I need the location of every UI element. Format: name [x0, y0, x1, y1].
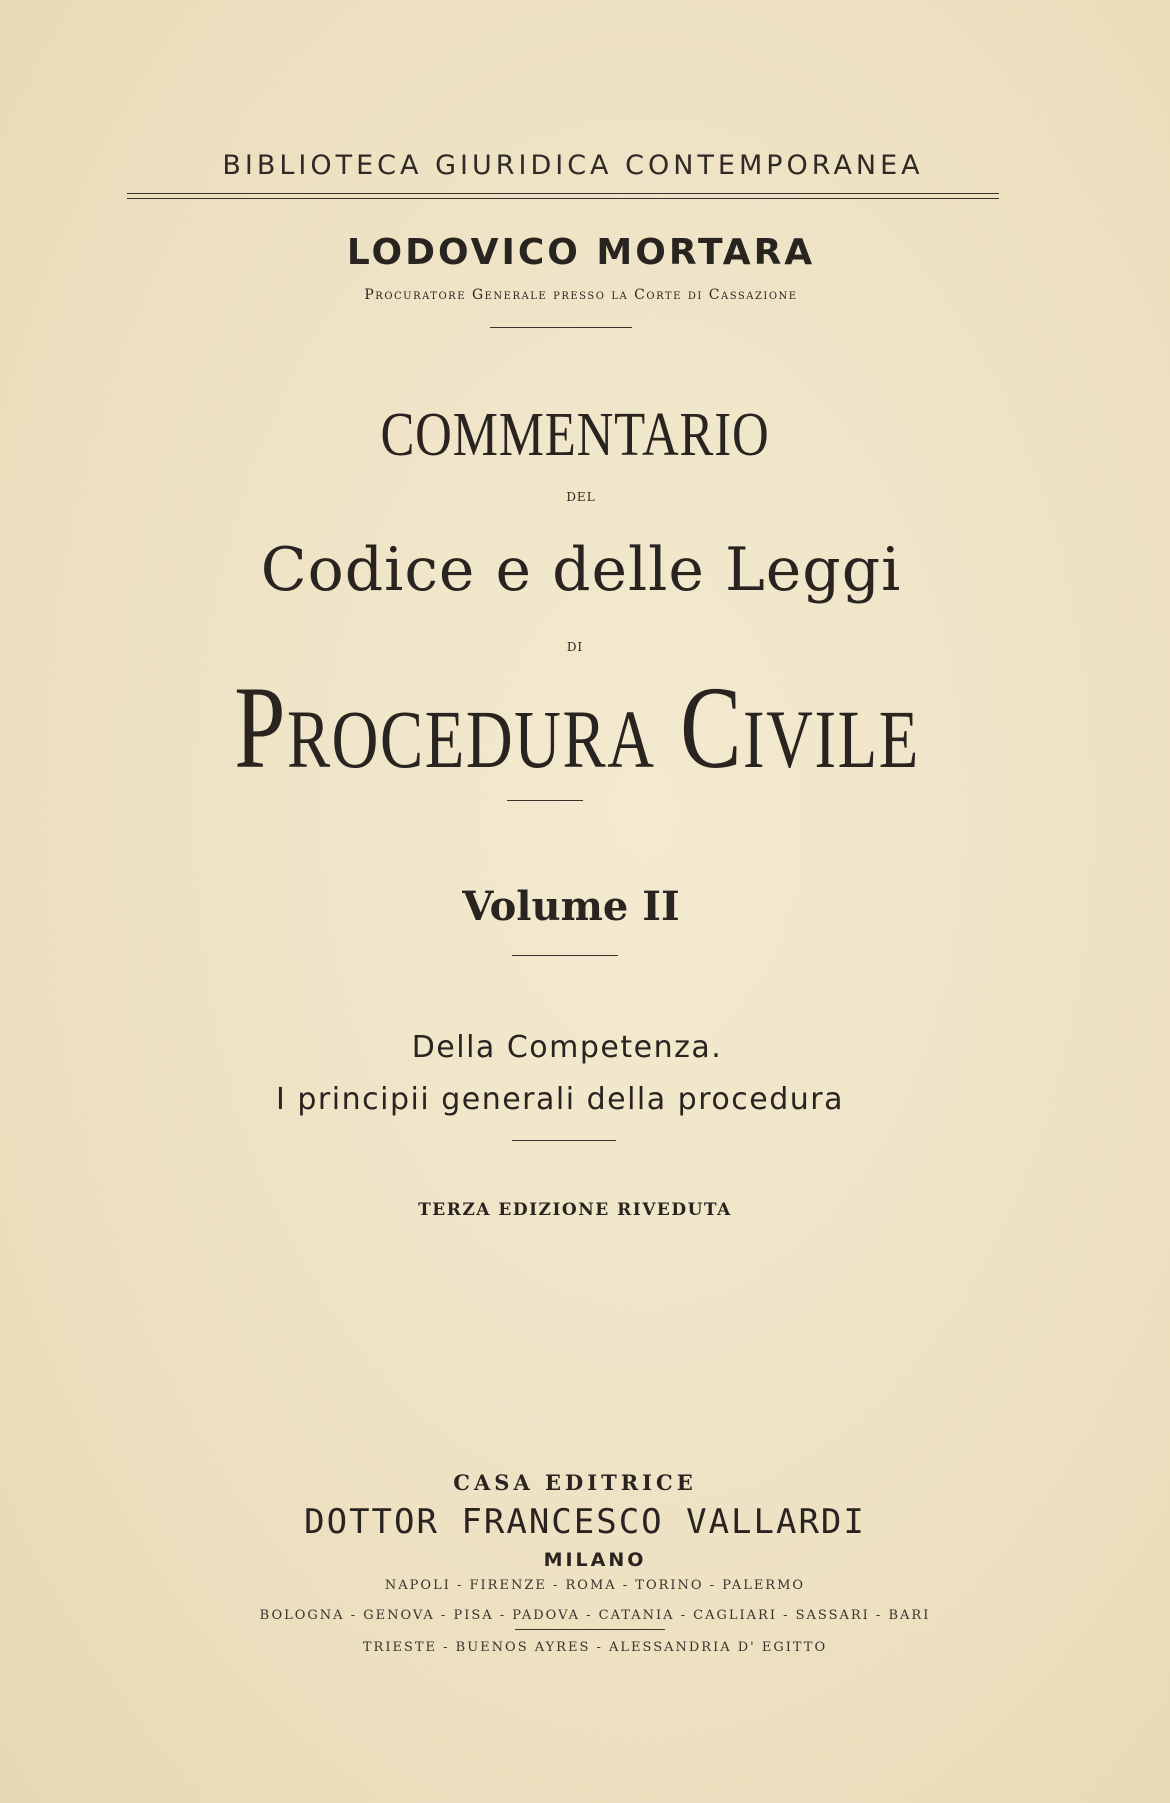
imprint-rule: [515, 1629, 665, 1630]
title-connector-del: DEL: [566, 490, 596, 504]
title-codice: Codice e delle Leggi: [260, 535, 902, 605]
series-rule-top: [127, 193, 999, 194]
series-title: BIBLIOTECA GIURIDICA CONTEMPORANEA: [222, 150, 924, 181]
publisher-city: MILANO: [543, 1549, 647, 1571]
title-commentario: COMMENTARIO: [380, 401, 770, 469]
author-role: Procuratore Generale presso la Corte di Cassazione: [364, 287, 798, 303]
title-connector-di: DI: [566, 640, 584, 654]
branch-cities-3: TRIESTE - BUENOS AYRES - ALESSANDRIA D' EGITTO: [362, 1640, 828, 1655]
publisher-name: DOTTOR FRANCESCO VALLARDI: [304, 1502, 866, 1542]
series-rule-bottom: [127, 198, 999, 199]
title-rule: [507, 800, 583, 801]
subtitle-rule: [512, 1140, 616, 1141]
branch-cities-2: BOLOGNA - GENOVA - PISA - PADOVA - CATANIA - CAGLIARI - SASSARI - BARI: [259, 1608, 931, 1623]
branch-cities-1: NAPOLI - FIRENZE - ROMA - TORINO - PALERMO: [384, 1578, 806, 1593]
subtitle-line-2: I principii generali della procedura: [276, 1082, 844, 1117]
author-name: LODOVICO MORTARA: [346, 232, 816, 273]
volume-rule: [512, 955, 618, 956]
volume-number: Volume II: [462, 883, 680, 930]
edition-statement: TERZA EDIZIONE RIVEDUTA: [418, 1200, 732, 1220]
subtitle-line-1: Della Competenza.: [411, 1030, 723, 1065]
title-procedura-civile: Procedura Civile: [234, 662, 920, 793]
author-rule: [490, 327, 632, 328]
imprint-label: CASA EDITRICE: [453, 1470, 697, 1495]
